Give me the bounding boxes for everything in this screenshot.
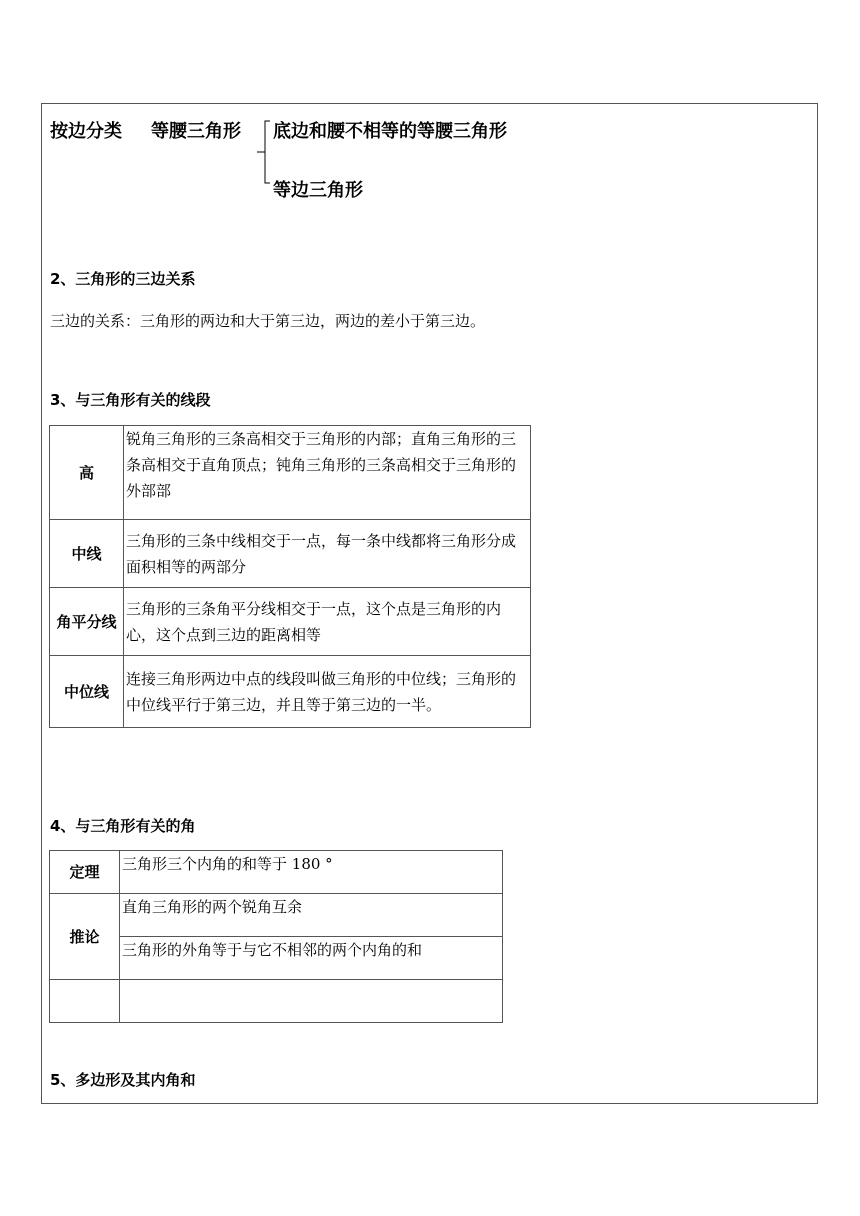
corollary-2-text: 三角形的外角等于与它不相邻的两个内角的和 — [120, 937, 503, 980]
branch-top-label: 底边和腰不相等的等腰三角形 — [273, 121, 507, 142]
table-row — [50, 520, 531, 588]
height-label: 高 — [50, 426, 124, 520]
corollary-label: 推论 — [50, 894, 120, 980]
table-row — [50, 980, 503, 1023]
empty-cell — [120, 980, 503, 1023]
median-label: 中线 — [50, 520, 124, 588]
table-row — [50, 588, 531, 656]
section4-heading: 4、与三角形有关的角 — [50, 817, 196, 835]
angles-table — [49, 850, 503, 1023]
height-text: 锐角三角形的三条高相交于三角形的内部；直角三角形的三条高相交于直角顶点；钝角三角形的三条高相交于三角形的外部部 — [124, 426, 531, 520]
section3-heading: 3、与三角形有关的线段 — [50, 391, 211, 409]
classification-brace — [256, 119, 272, 185]
section2-text: 三边的关系：三角形的两边和大于第三边，两边的差小于第三边。 — [50, 312, 486, 330]
theorem-text: 三角形三个内角的和等于 180 ° — [120, 851, 503, 894]
bisector-text: 三角形的三条角平分线相交于一点，这个点是三角形的内心，这个点到三边的距离相等 — [124, 588, 531, 656]
table-row — [50, 656, 531, 728]
classify-by-sides-label: 按边分类 — [50, 121, 122, 142]
midline-text: 连接三角形两边中点的线段叫做三角形的中位线；三角形的中位线平行于第三边，并且等于第三边的一半。 — [124, 656, 531, 728]
section2-heading: 2、三角形的三边关系 — [50, 270, 196, 288]
branch-bottom-label: 等边三角形 — [273, 180, 363, 201]
segments-table — [49, 425, 531, 728]
table-row — [50, 894, 503, 937]
midline-label: 中位线 — [50, 656, 124, 728]
table-row — [50, 851, 503, 894]
theorem-label: 定理 — [50, 851, 120, 894]
isosceles-label: 等腰三角形 — [151, 121, 241, 142]
table-row — [50, 426, 531, 520]
median-text: 三角形的三条中线相交于一点，每一条中线都将三角形分成面积相等的两部分 — [124, 520, 531, 588]
bisector-label: 角平分线 — [50, 588, 124, 656]
corollary-1-text: 直角三角形的两个锐角互余 — [120, 894, 503, 937]
section5-heading: 5、多边形及其内角和 — [50, 1071, 196, 1089]
empty-cell — [50, 980, 120, 1023]
